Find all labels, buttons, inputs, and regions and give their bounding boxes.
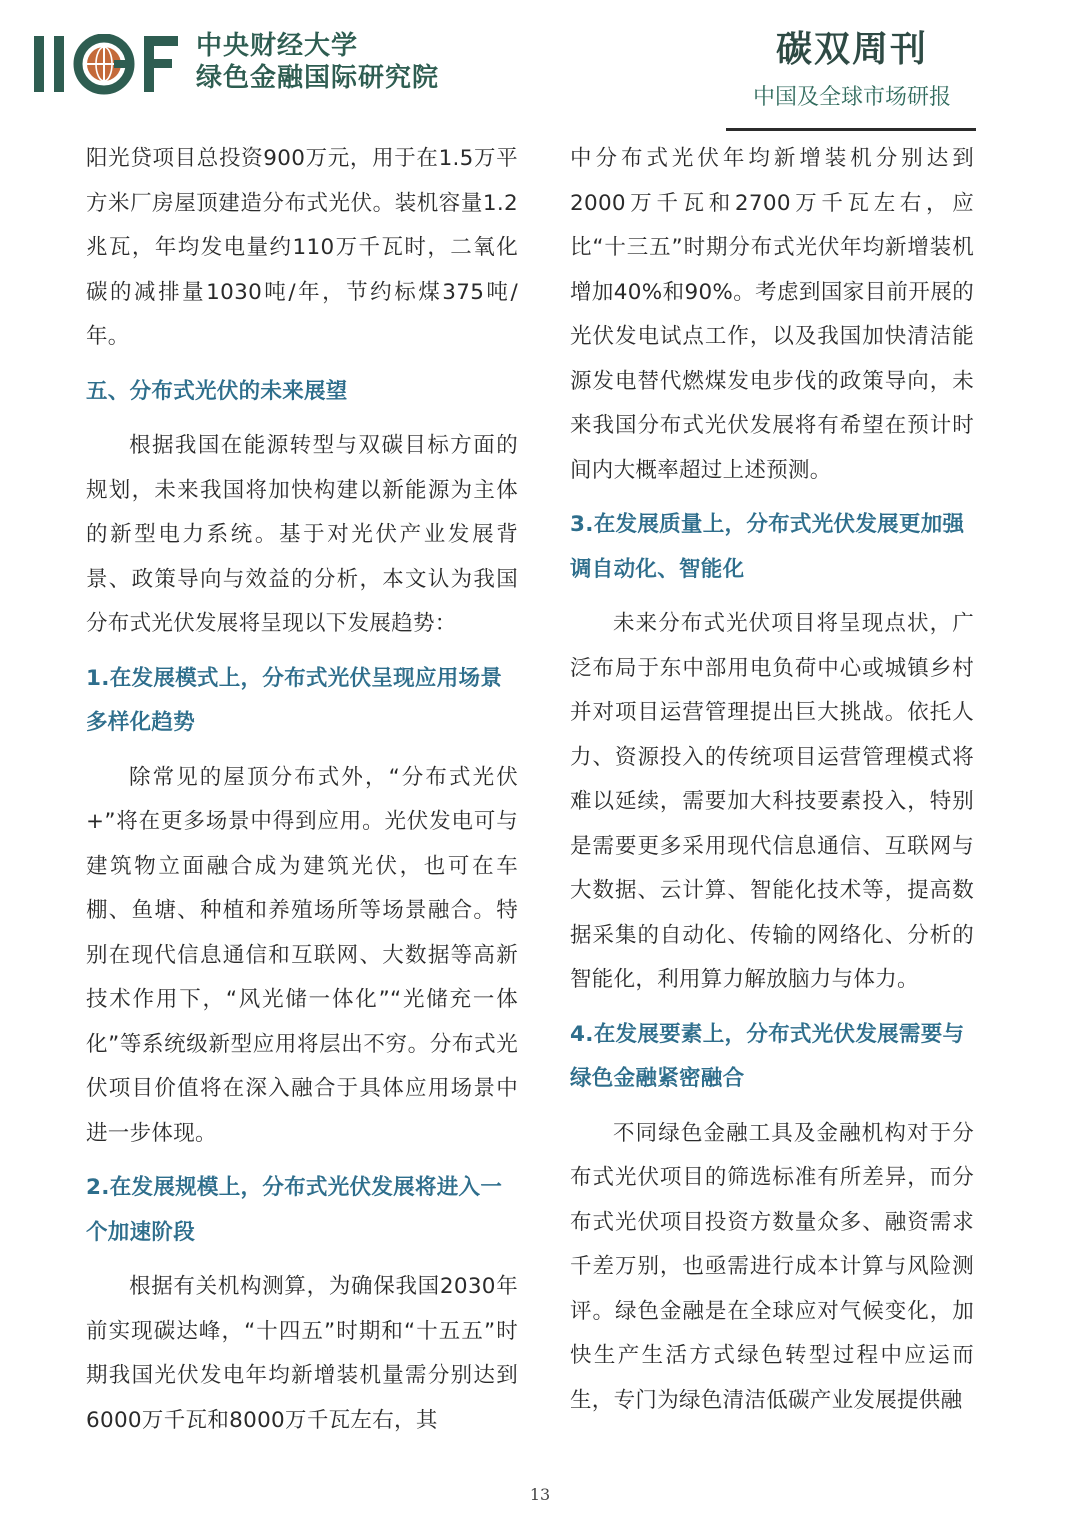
subsection-heading: 2.在发展规模上，分布式光伏发展将进入一个加速阶段 [86, 1175, 503, 1245]
paragraph: 根据有关机构测算，为确保我国2030年前实现碳达峰，“十四五”时期和“十五五”时期我国光伏发电年均新增装机量需分别达到6000万千瓦和8000万千瓦左右，其 [86, 1274, 518, 1433]
publication-title: 碳双周刊 [775, 29, 928, 70]
header-divider [726, 128, 976, 131]
iigf-logo-mark [34, 34, 184, 96]
institute-name-line2: 绿色金融国际研究院 [196, 63, 440, 93]
paragraph: 阳光贷项目总投资900万元，用于在1.5万平方米厂房屋顶建造分布式光伏。装机容量1.2兆瓦，年均发电量约110万千瓦时，二氧化碳的减排量1030吨/年，节约标煤375吨/年。 [86, 146, 518, 349]
page-number: 13 [529, 1485, 551, 1504]
section-heading: 五、分布式光伏的未来展望 [86, 378, 348, 404]
paragraph: 中分布式光伏年均新增装机分别达到2000万千瓦和2700万千瓦左右，应比“十三五”时期分布式光伏年均新增装机增加40%和90%。考虑到国家目前开展的光伏发电试点工作，以及我国加快清洁能源发电替代燃煤发电步伐的政策导向，未来我国分布式光伏发展将有希望在预计时间内大概率超过上述预测。 [570, 146, 974, 483]
subsection-heading: 1.在发展模式上，分布式光伏呈现应用场景多样化趋势 [86, 665, 503, 735]
institute-logo [34, 30, 484, 100]
paragraph: 不同绿色金融工具及金融机构对于分布式光伏项目的筛选标准有所差异，而分布式光伏项目投资方数量众多、融资需求千差万别，也亟需进行成本计算与风险测评。绿色金融是在全球应对气候变化，加快生产生活方式绿色转型过程中应运而生，专门为绿色清洁低碳产业发展提供融 [570, 1120, 974, 1413]
publication-subtitle: 中国及全球市场研报 [752, 85, 951, 110]
subsection-heading: 3.在发展质量上，分布式光伏发展更加强调自动化、智能化 [570, 512, 965, 582]
subsection-heading: 4.在发展要素上，分布式光伏发展需要与绿色金融紧密融合 [570, 1021, 965, 1091]
publication-header [728, 28, 976, 112]
right-column [570, 137, 974, 1423]
paragraph: 除常见的屋顶分布式外，“分布式光伏+”将在更多场景中得到应用。光伏发电可与建筑物立面融合成为建筑光伏，也可在车棚、鱼塘、种植和养殖场所等场景融合。特别在现代信息通信和互联网、大数据等高新技术作用下，“风光储一体化”“光储充一体化”等系统级新型应用将层出不穷。分布式光伏项目价值将在深入融合于具体应用场景中进一步体现。 [86, 764, 518, 1146]
paragraph: 未来分布式光伏项目将呈现点状，广泛布局于东中部用电负荷中心或城镇乡村并对项目运营管理提出巨大挑战。依托人力、资源投入的传统项目运营管理模式将难以延续，需要加大科技要素投入，特别是需要更多采用现代信息通信、互联网与大数据、云计算、智能化技术等，提高数据采集的自动化、传输的网络化、分析的智能化，利用算力解放脑力与体力。 [570, 611, 974, 992]
institute-name-line1: 中央财经大学 [196, 31, 359, 61]
paragraph: 根据我国在能源转型与双碳目标方面的规划，未来我国将加快构建以新能源为主体的新型电力系统。基于对光伏产业发展背景、政策导向与效益的分析，本文认为我国分布式光伏发展将呈现以下发展趋势： [86, 433, 518, 636]
left-column [86, 137, 518, 1443]
